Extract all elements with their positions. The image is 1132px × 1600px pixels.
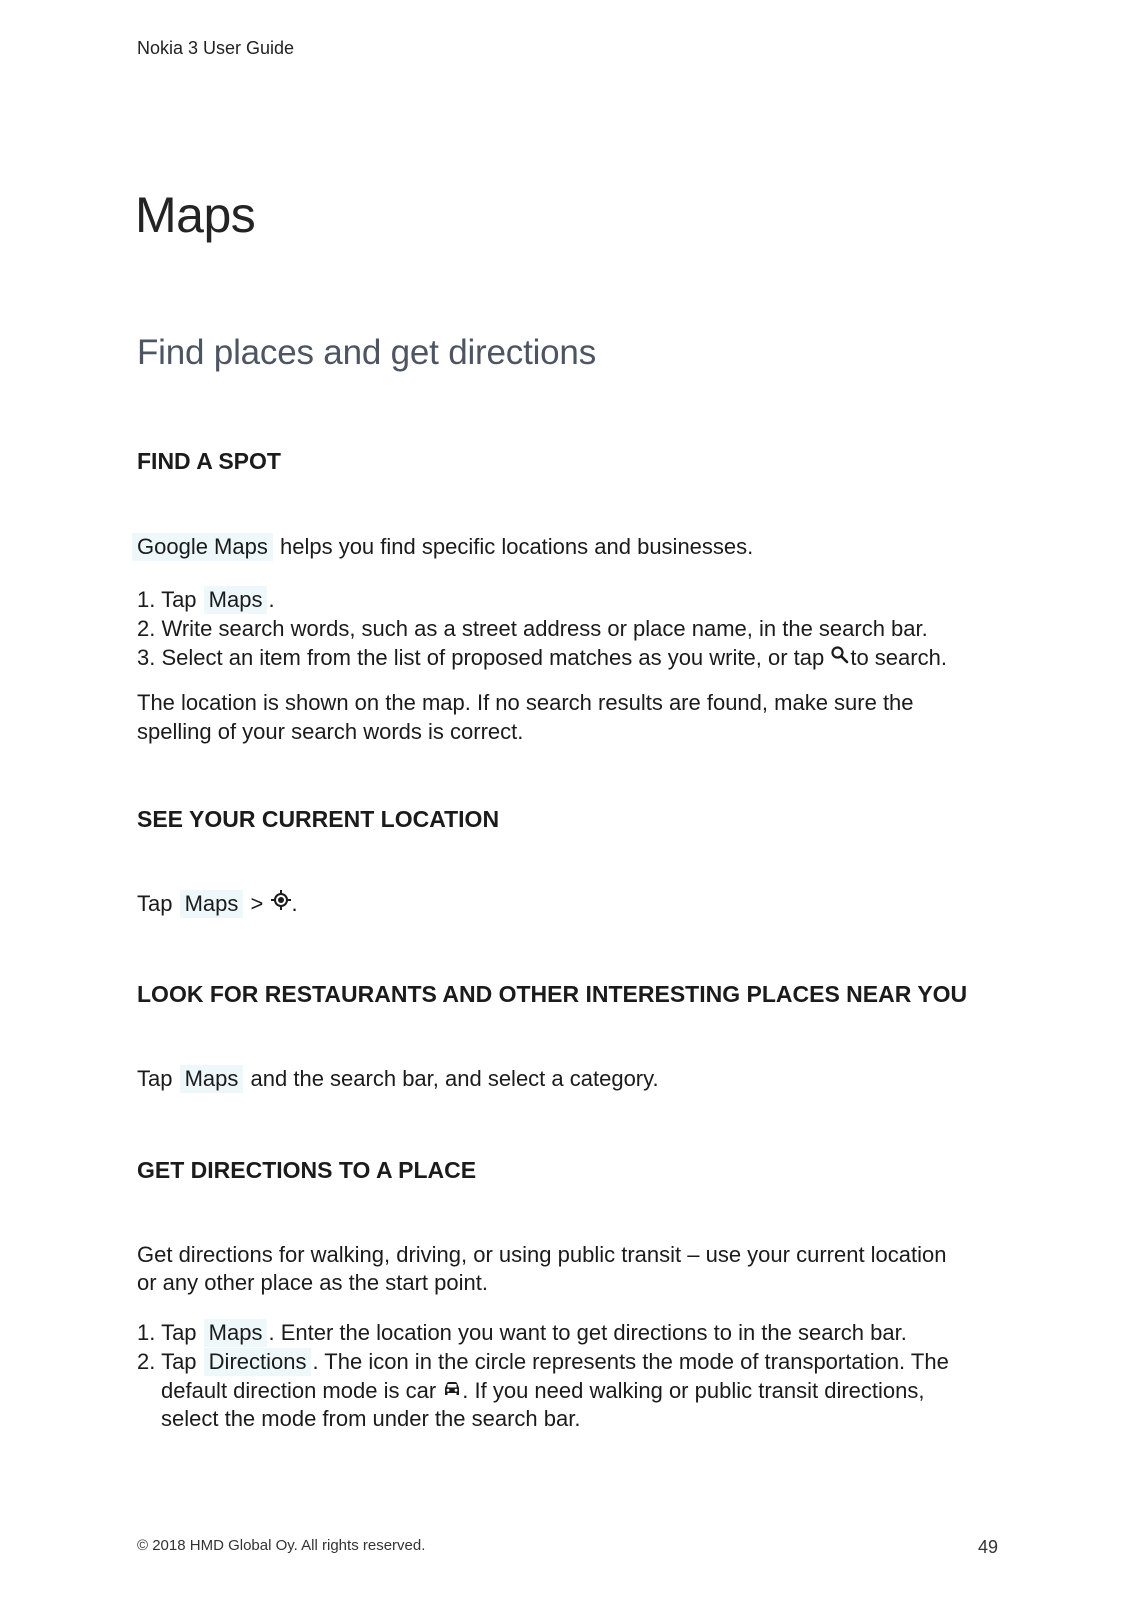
step-text: 1. Tap [137,1320,197,1345]
directions-heading: GET DIRECTIONS TO A PLACE [137,1157,477,1183]
directions-intro-line-2: or any other place as the start point. [137,1270,488,1295]
find-spot-intro-text: helps you find specific locations and businesses. [279,534,754,559]
restaurants-heading: LOOK FOR RESTAURANTS AND OTHER INTERESTING PLACES NEAR YOU [137,981,968,1007]
directions-button-name: Directions [204,1348,312,1376]
page-number: 49 [977,1537,998,1557]
step-text: . The icon in the circle represents the mode of transportation. The [312,1349,949,1374]
page-title: Maps [135,187,256,243]
directions-step-2-line-3: select the mode from under the search bar. [161,1406,581,1431]
directions-step-2 [137,1347,949,1376]
car-icon [442,1380,462,1398]
directions-step-2-line-2 [161,1376,925,1405]
find-spot-step-3 [137,643,947,672]
step-text: and the search bar, and select a category. [250,1066,659,1091]
find-spot-intro [131,532,753,561]
step-text: > [250,891,264,916]
maps-app-name: Maps [180,890,244,918]
step-text: Tap [137,891,173,916]
step-text: 2. Tap [137,1349,197,1374]
step-text: 1. Tap [137,587,197,612]
maps-app-name: Maps [204,586,268,614]
find-spot-step-1 [137,585,275,614]
google-maps-app-name: Google Maps [132,533,273,561]
step-text: Tap [137,1066,173,1091]
current-location-heading: SEE YOUR CURRENT LOCATION [137,806,500,832]
running-header: Nokia 3 User Guide [137,38,295,58]
restaurants-instruction [137,1064,659,1093]
step-text: default direction mode is car [161,1378,437,1403]
copyright-notice: © 2018 HMD Global Oy. All rights reserved. [137,1537,426,1554]
section-title: Find places and get directions [137,333,596,372]
search-icon [830,645,850,665]
find-spot-note-line-2: spelling of your search words is correct. [137,719,524,744]
step-text: . [291,891,298,916]
maps-app-name: Maps [204,1319,268,1347]
current-location-instruction [137,889,298,918]
maps-app-name: Maps [180,1065,244,1093]
find-spot-heading: FIND A SPOT [137,448,281,474]
step-text: 3. Select an item from the list of proposed matches as you write, or tap [137,645,825,670]
step-text: to search. [850,645,947,670]
step-text: . Enter the location you want to get directions to in the search bar. [268,1320,907,1345]
find-spot-step-2: 2. Write search words, such as a street address or place name, in the search bar. [137,616,928,641]
step-text: . If you need walking or public transit directions, [462,1378,925,1403]
directions-intro-line-1: Get directions for walking, driving, or using public transit – use your current location [137,1242,947,1267]
my-location-icon [270,889,292,911]
find-spot-note-line-1: The location is shown on the map. If no search results are found, make sure the [137,690,914,715]
step-text: . [268,587,275,612]
directions-step-1 [137,1318,907,1347]
